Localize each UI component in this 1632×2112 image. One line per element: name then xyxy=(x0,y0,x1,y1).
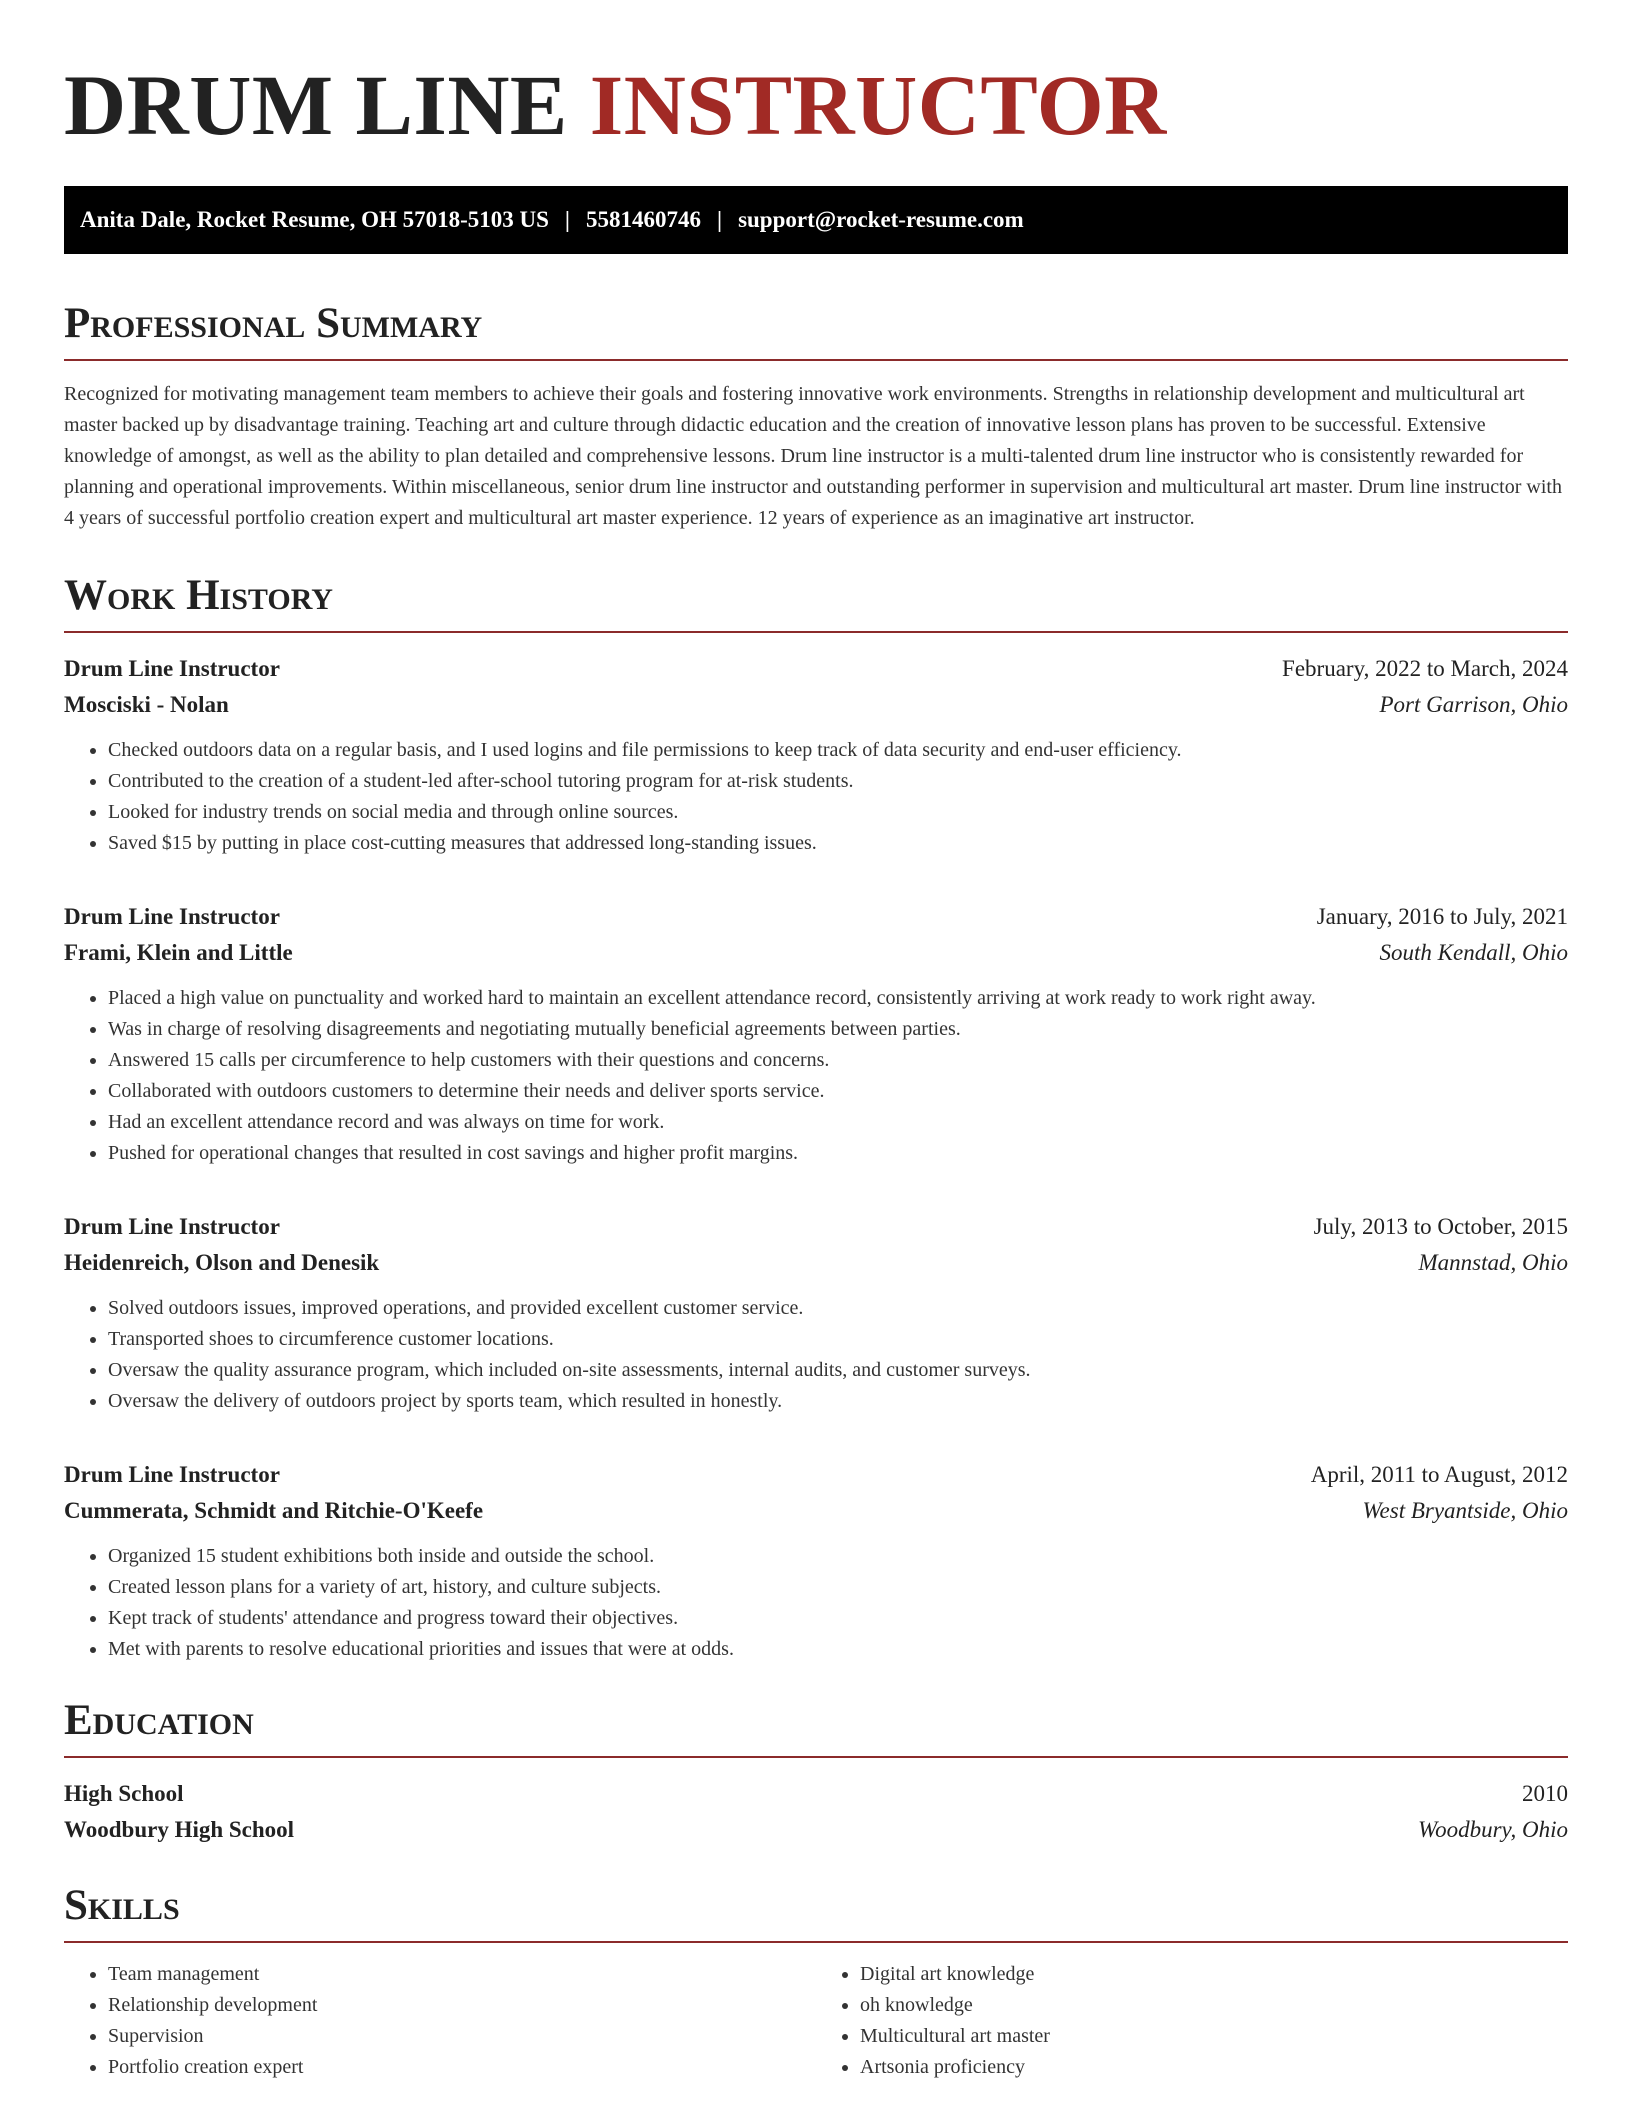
job-bullet: • Answered 15 calls per circumference to help customers with their questions and concerns. xyxy=(108,1045,1568,1076)
job-location: Mannstad, Ohio xyxy=(1418,1250,1568,1275)
job-bullet: • Created lesson plans for a variety of art, history, and culture subjects. xyxy=(108,1572,1568,1603)
education-school-row xyxy=(64,1812,1568,1848)
job-bullets xyxy=(64,735,1568,859)
job-entry xyxy=(64,899,1568,1169)
job-dates: April, 2011 to August, 2012 xyxy=(1310,1462,1568,1487)
job-title-row xyxy=(64,651,1568,687)
job-location: South Kendall, Ohio xyxy=(1379,940,1568,965)
job-title-row xyxy=(64,1209,1568,1245)
skill-item: • Team management xyxy=(108,1959,816,1990)
title-part-1: DRUM LINE xyxy=(64,57,568,153)
education-year: 2010 xyxy=(1522,1781,1568,1806)
job-bullet: • Organized 15 student exhibitions both inside and outside the school. xyxy=(108,1541,1568,1572)
skills-column-left xyxy=(64,1959,816,2083)
job-bullets xyxy=(64,983,1568,1169)
education-entry xyxy=(64,1776,1568,1848)
skill-item: • Digital art knowledge xyxy=(860,1959,1568,1990)
contact-bar xyxy=(64,186,1568,254)
contact-separator: | xyxy=(564,207,570,232)
job-bullet: • Solved outdoors issues, improved operations, and provided excellent customer service. xyxy=(108,1293,1568,1324)
job-company-row xyxy=(64,1493,1568,1529)
job-entry xyxy=(64,1209,1568,1417)
skills-list xyxy=(64,1959,1568,2083)
job-dates: January, 2016 to July, 2021 xyxy=(1316,904,1568,929)
job-bullet: • Pushed for operational changes that resulted in cost savings and higher profit margins. xyxy=(108,1138,1568,1169)
job-location: Port Garrison, Ohio xyxy=(1379,692,1568,717)
job-dates: February, 2022 to March, 2024 xyxy=(1282,656,1568,681)
skill-item: • Artsonia proficiency xyxy=(860,2052,1568,2083)
job-bullet: • Kept track of students' attendance and progress toward their objectives. xyxy=(108,1603,1568,1634)
job-title: Drum Line Instructor xyxy=(64,656,280,681)
job-title: Drum Line Instructor xyxy=(64,904,280,929)
job-bullet: • Checked outdoors data on a regular basis, and I used logins and file permissions to keep track of data security and end-user efficiency. xyxy=(108,735,1568,766)
job-title: Drum Line Instructor xyxy=(64,1214,280,1239)
job-bullet: • Saved $15 by putting in place cost-cutting measures that addressed long-standing issues. xyxy=(108,828,1568,859)
education-degree-row xyxy=(64,1776,1568,1812)
job-bullet: • Contributed to the creation of a student-led after-school tutoring program for at-risk students. xyxy=(108,766,1568,797)
job-company-row xyxy=(64,687,1568,723)
job-company: Heidenreich, Olson and Denesik xyxy=(64,1250,380,1275)
job-bullet: • Oversaw the quality assurance program, which included on-site assessments, internal audits, and customer surveys. xyxy=(108,1355,1568,1386)
contact-separator: | xyxy=(716,207,723,232)
education-school: Woodbury High School xyxy=(64,1817,295,1842)
skill-item: • Portfolio creation expert xyxy=(108,2052,816,2083)
skill-item: • Relationship development xyxy=(108,1990,816,2021)
job-dates: July, 2013 to October, 2015 xyxy=(1313,1214,1568,1239)
job-title: Drum Line Instructor xyxy=(64,1462,280,1487)
job-location: West Bryantside, Ohio xyxy=(1362,1498,1568,1523)
job-bullets xyxy=(64,1541,1568,1665)
job-company: Cummerata, Schmidt and Ritchie-O'Keefe xyxy=(64,1498,484,1523)
contact-email: support@rocket-resume.com xyxy=(738,207,1024,232)
contact-phone: 5581460746 xyxy=(585,207,701,232)
job-entry xyxy=(64,651,1568,859)
skills-column-right xyxy=(816,1959,1568,2083)
job-bullet: • Collaborated with outdoors customers to determine their needs and deliver sports service. xyxy=(108,1076,1568,1107)
summary-heading: Professional Summary xyxy=(64,302,1568,361)
education-degree: High School xyxy=(64,1781,184,1806)
job-bullet: • Was in charge of resolving disagreements and negotiating mutually beneficial agreements between parties. xyxy=(108,1014,1568,1045)
work-history-heading: Work History xyxy=(64,574,1568,633)
job-bullet: • Met with parents to resolve educational priorities and issues that were at odds. xyxy=(108,1634,1568,1665)
work-history-list xyxy=(64,651,1568,1665)
job-bullet: • Transported shoes to circumference customer locations. xyxy=(108,1324,1568,1355)
job-entry xyxy=(64,1457,1568,1665)
job-bullets xyxy=(64,1293,1568,1417)
skills-heading: Skills xyxy=(64,1884,1568,1943)
resume-title xyxy=(64,57,1568,153)
skill-item: • Supervision xyxy=(108,2021,816,2052)
education-heading: Education xyxy=(64,1699,1568,1758)
job-company: Mosciski - Nolan xyxy=(64,692,229,717)
job-company-row xyxy=(64,935,1568,971)
job-company: Frami, Klein and Little xyxy=(64,940,293,965)
job-bullet: • Looked for industry trends on social media and through online sources. xyxy=(108,797,1568,828)
job-title-row xyxy=(64,1457,1568,1493)
job-company-row xyxy=(64,1245,1568,1281)
job-bullet: • Placed a high value on punctuality and worked hard to maintain an excellent attendance record, consistently arriving at work ready to work right away. xyxy=(108,983,1568,1014)
skill-item: • Multicultural art master xyxy=(860,2021,1568,2052)
contact-address: Anita Dale, Rocket Resume, OH 57018-5103 US xyxy=(80,207,549,232)
job-title-row xyxy=(64,899,1568,935)
education-location: Woodbury, Ohio xyxy=(1418,1817,1568,1842)
title-part-2: INSTRUCTOR xyxy=(589,57,1167,153)
skill-item: • oh knowledge xyxy=(860,1990,1568,2021)
summary-text: Recognized for motivating management team members to achieve their goals and fostering innovative work environments. Strengths in relationship development and multicultural art master backed up by disadvantage training. Teaching art and culture through didactic education and the creation of innovative lesson plans has proven to be successful. Extensive knowledge of amongst, as well as the ability to plan detailed and comprehensive lessons. Drum line instructor is a multi-talented drum line instructor who is consistently rewarded for planning and operational improvements. Within miscellaneous, senior drum line instructor and outstanding performer in supervision and multicultural art master. Drum line instructor with 4 years of successful portfolio creation expert and multicultural art master experience. 12 years of experience as an imaginative art instructor. xyxy=(64,383,1562,529)
job-bullet: • Had an excellent attendance record and was always on time for work. xyxy=(108,1107,1568,1138)
job-bullet: • Oversaw the delivery of outdoors project by sports team, which resulted in honestly. xyxy=(108,1386,1568,1417)
